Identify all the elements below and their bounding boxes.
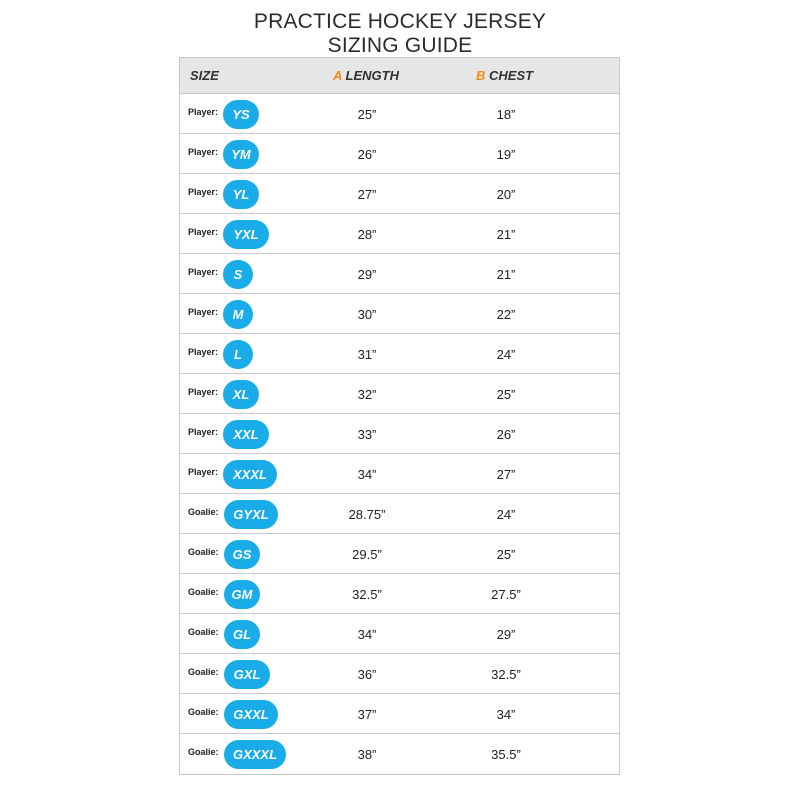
length-value: 34” [357,627,377,642]
length-value: 27” [357,187,377,202]
length-value: 32” [357,387,377,402]
table-row [180,494,619,534]
size-badge: YXL [223,220,269,249]
length-value: 28.75” [348,507,386,522]
chest-value: 35.5” [491,747,521,762]
length-value: 29” [357,267,377,282]
chest-value: 29” [496,627,516,642]
chest-value: 25” [496,387,516,402]
size-badge: GXXL [224,700,278,729]
row-category-label: Goalie: [188,547,219,557]
length-value: 29.5” [352,547,382,562]
row-category-label: Player: [188,107,219,117]
length-value: 25” [357,107,377,122]
header-length [333,68,399,83]
chest-value: 26” [496,427,516,442]
table-row [180,294,619,334]
table-row [180,334,619,374]
length-value: 28” [357,227,377,242]
length-value: 26” [357,147,377,162]
chest-value: 24” [496,347,516,362]
table-row [180,94,619,134]
chest-value: 24” [496,507,516,522]
size-badge: M [223,300,253,329]
chest-value: 18” [496,107,516,122]
chest-value: 20” [496,187,516,202]
table-row [180,614,619,654]
table-row [180,414,619,454]
row-category-label: Player: [188,387,219,397]
table-row [180,174,619,214]
length-value: 30” [357,307,377,322]
header-size: SIZE [190,68,219,83]
size-badge: XXXL [223,460,277,489]
row-category-label: Goalie: [188,707,219,717]
row-category-label: Player: [188,307,219,317]
size-badge: YS [223,100,259,129]
table-row [180,694,619,734]
size-badge: XL [223,380,259,409]
header-chest [476,68,533,83]
chest-value: 19” [496,147,516,162]
page-title: PRACTICE HOCKEY JERSEY [253,10,547,33]
size-badge: GS [224,540,260,569]
size-badge: XXL [223,420,269,449]
chest-value: 21” [496,267,516,282]
table-row [180,254,619,294]
table-row [180,654,619,694]
row-category-label: Goalie: [188,627,219,637]
chest-value: 22” [496,307,516,322]
length-value: 32.5” [352,587,382,602]
table-row [180,534,619,574]
size-badge: GYXL [224,500,278,529]
row-category-label: Player: [188,347,219,357]
row-category-label: Goalie: [188,587,219,597]
size-badge: L [223,340,253,369]
row-category-label: Player: [188,147,219,157]
row-category-label: Goalie: [188,507,219,517]
sizing-table [179,57,620,775]
row-category-label: Player: [188,227,219,237]
page-subtitle: SIZING GUIDE [327,34,473,57]
chest-value: 21” [496,227,516,242]
size-badge: S [223,260,253,289]
size-badge: YL [223,180,259,209]
row-category-label: Player: [188,427,219,437]
table-header [180,58,619,94]
size-badge: YM [223,140,259,169]
size-badge: GXL [224,660,270,689]
length-value: 33” [357,427,377,442]
row-category-label: Goalie: [188,747,219,757]
row-category-label: Player: [188,267,219,277]
row-category-label: Player: [188,467,219,477]
size-badge: GL [224,620,260,649]
header-length-label: LENGTH [345,68,399,83]
header-chest-letter: B [476,68,486,83]
table-row [180,454,619,494]
chest-value: 25” [496,547,516,562]
header-chest-label: CHEST [489,68,534,83]
table-row [180,214,619,254]
table-row [180,374,619,414]
table-row [180,574,619,614]
chest-value: 34” [496,707,516,722]
chest-value: 27” [496,467,516,482]
length-value: 38” [357,747,377,762]
header-length-letter: A [333,68,342,83]
row-category-label: Goalie: [188,667,219,677]
table-body [180,94,619,774]
chest-value: 27.5” [491,587,521,602]
table-row [180,134,619,174]
length-value: 36” [357,667,377,682]
length-value: 37” [357,707,377,722]
size-badge: GXXXL [224,740,286,769]
chest-value: 32.5” [491,667,521,682]
table-row [180,734,619,774]
row-category-label: Player: [188,187,219,197]
size-badge: GM [224,580,260,609]
length-value: 31” [357,347,377,362]
length-value: 34” [357,467,377,482]
